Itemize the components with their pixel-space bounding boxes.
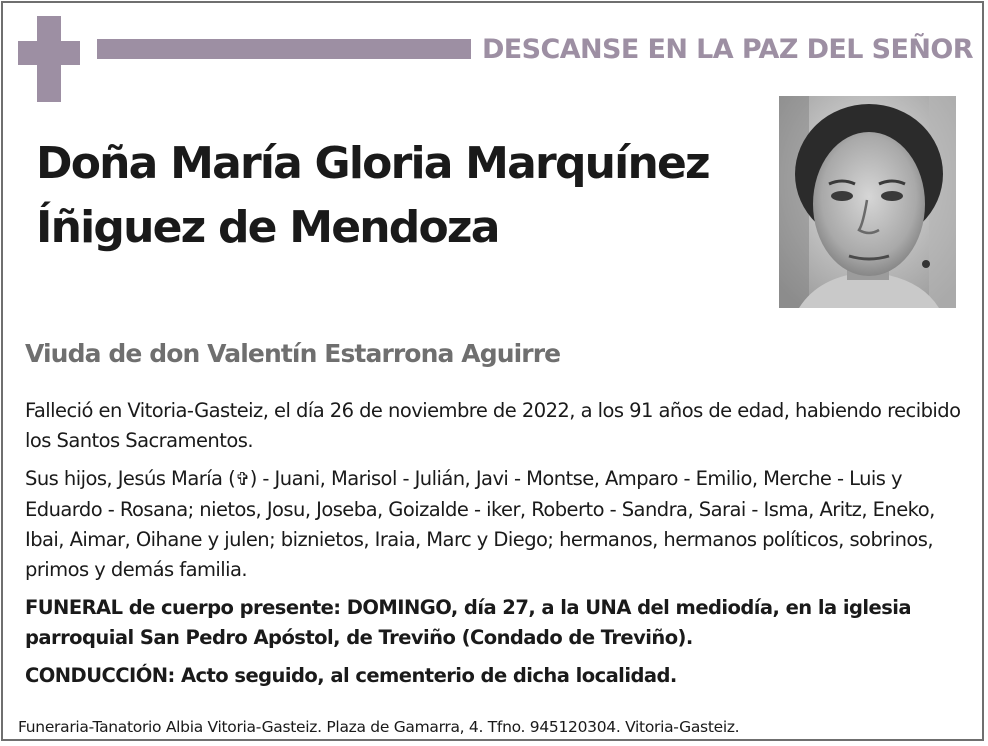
deceased-name-line1: Doña María Gloria Marquínez	[36, 138, 709, 189]
funeral-info: FUNERAL de cuerpo presente: DOMINGO, día 27, a la UNA del mediodía, en la iglesia parroquial San Pedro Apóstol, de Treviño (Condado de Treviño).	[25, 596, 912, 649]
family-start: Sus hijos, Jesús María (	[25, 467, 236, 490]
notice-body	[25, 396, 970, 699]
deceased-name	[36, 132, 766, 260]
deceased-name-line2: Íñiguez de Mendoza	[36, 202, 499, 253]
family-list	[25, 464, 970, 585]
funeral-home-footer: Funeraria-Tanatorio Albia Vitoria-Gasteiz. Plaza de Gamarra, 4. Tfno. 945120304. Vitoria-Gasteiz.	[18, 718, 740, 736]
small-cross-icon: ✞	[235, 469, 250, 490]
widow-of: Viuda de don Valentín Estarrona Aguirre	[25, 339, 561, 368]
portrait-photo	[779, 96, 956, 308]
header-title: DESCANSE EN LA PAZ DEL SEÑOR	[482, 34, 973, 65]
header-bar	[97, 39, 471, 59]
death-notice: Falleció en Vitoria-Gasteiz, el día 26 de noviembre de 2022, a los 91 años de edad, habiendo recibido los Santos Sacramentos.	[25, 399, 961, 452]
cross-icon	[18, 16, 80, 102]
family-rest: ) - Juani, Marisol - Julián, Javi - Montse, Amparo - Emilio, Merche - Luis y Eduardo - Rosana; nietos, Josu, Joseba, Goizalde - iker, Roberto - Sandra, Sarai - Isma, Aritz, Eneko, Ibai, Aimar, Oihane y julen; biznietos, Iraia, Marc y Diego; hermanos, hermanos políticos, sobrinos, primos y demás familia.	[25, 467, 935, 581]
conduccion-info: CONDUCCIÓN: Acto seguido, al cementerio de dicha localidad.	[25, 664, 677, 687]
